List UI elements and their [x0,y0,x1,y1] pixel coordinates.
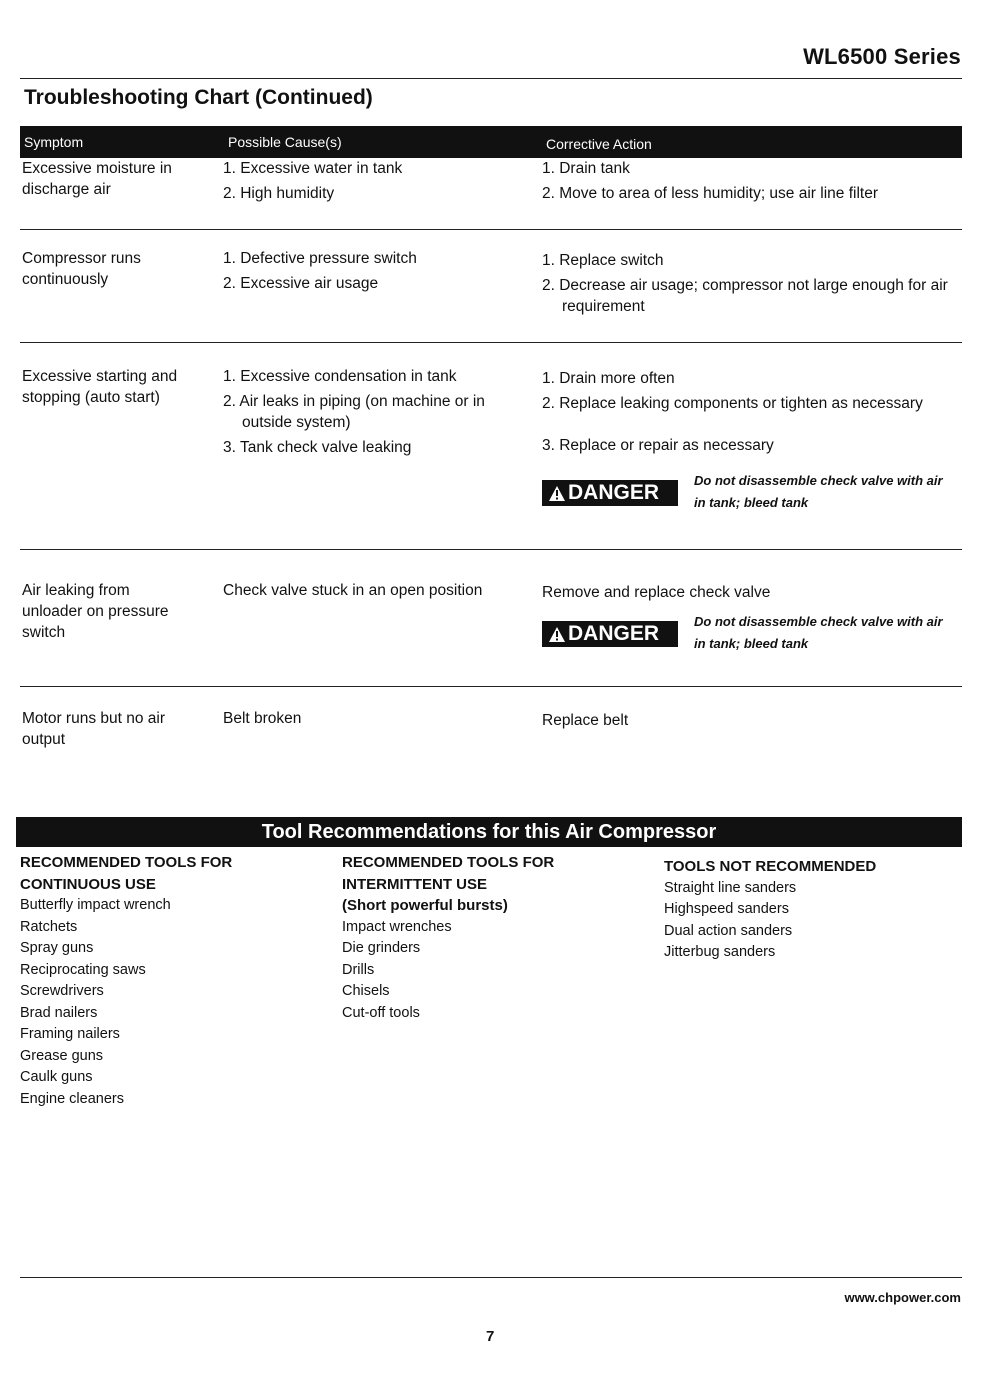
causes-cell [223,248,523,294]
action-item: 3. Replace or repair as necessary [542,437,774,454]
not-recommended-tools-column [664,856,876,964]
causes-cell [223,708,523,729]
row-divider [20,686,962,687]
intermittent-tools-heading: RECOMMENDED TOOLS FOR INTERMITTENT USE [342,854,555,893]
column-header-action: Corrective Action [546,136,652,152]
tool-list-item: Straight line sanders [664,879,797,896]
tool-list-item: Die grinders [342,940,421,956]
action-item: 1. Drain more often [542,370,675,387]
row-divider [20,342,962,343]
danger-label: DANGER [568,481,660,504]
tool-list-item: Grease guns [20,1047,104,1064]
symptom-cell: Compressor runs continuously [22,250,141,288]
cause-item: 2. High humidity [223,185,335,202]
footer-url: www.chpower.com [844,1290,961,1305]
banner-title: Tool Recommendations for this Air Compressor [261,821,717,843]
tool-list-item: Dual action sanders [664,922,793,939]
danger-notice [542,614,962,659]
tool-list-item: Impact wrenches [342,918,452,935]
actions-cell [542,708,962,731]
tool-list-item: Caulk guns [20,1069,93,1085]
cause-item: 2. Air leaks in piping (on machine or in outside system) [223,393,485,431]
causes-cell [223,366,523,458]
actions-cell [542,580,962,659]
action-item: 1. Drain tank [542,160,630,177]
header-rule [20,78,962,79]
warning-triangle-icon [548,626,566,643]
column-header-symptom: Symptom [24,134,84,150]
continuous-tools-column [20,852,260,1110]
tool-list-item: Highspeed sanders [664,901,789,917]
danger-badge [542,621,678,647]
cause-item: Belt broken [223,710,302,727]
actions-cell [542,366,962,518]
symptom-cell: Motor runs but no air output [22,710,166,748]
tool-list-item: Drills [342,961,375,978]
danger-badge [542,480,678,506]
cause-item: 2. Excessive air usage [223,275,379,292]
action-item: 2. Move to area of less humidity; use air line filter [542,185,878,202]
section-title: Troubleshooting Chart (Continued) [24,86,373,109]
tool-list-item: Brad nailers [20,1004,98,1021]
symptom-cell: Excessive starting and stopping (auto start) [22,368,178,406]
table-header [20,126,962,158]
actions-cell [542,158,962,204]
tool-list-item: Cut-off tools [342,1004,420,1021]
intermittent-tools-column [342,852,582,1024]
causes-cell [223,158,523,204]
tool-list-item: Jitterbug sanders [664,944,776,960]
tool-list-item: Engine cleaners [20,1090,124,1107]
tool-list-item: Chisels [342,983,390,999]
row-divider [20,229,962,230]
danger-label: DANGER [568,622,660,645]
series-title: WL6500 Series [803,44,961,69]
actions-cell [542,248,962,317]
action-item: Remove and replace check valve [542,584,771,601]
danger-text: Do not disassemble check valve with air in tank; bleed tank [694,473,943,510]
continuous-tools-heading: RECOMMENDED TOOLS FOR CONTINUOUS USE [20,854,233,893]
tool-list-item: Spray guns [20,940,94,956]
tool-list-item: Reciprocating saws [20,961,146,978]
tool-list-item: Screwdrivers [20,983,104,999]
cause-item: 1. Excessive water in tank [223,160,403,177]
intermittent-tools-subheading: (Short powerful bursts) [342,897,508,914]
danger-text: Do not disassemble check valve with air in tank; bleed tank [694,614,943,651]
symptom-cell: Excessive moisture in discharge air [22,160,172,198]
tool-recommendations-banner [16,817,962,847]
tool-list-item: Butterfly impact wrench [20,897,171,913]
cause-item: Check valve stuck in an open position [223,582,483,599]
action-item: 1. Replace switch [542,252,664,269]
tool-list-item: Framing nailers [20,1026,120,1042]
action-item: Replace belt [542,712,629,729]
tool-list-item: Ratchets [20,918,78,935]
not-recommended-heading: TOOLS NOT RECOMMENDED [664,858,877,875]
row-divider [20,549,962,550]
cause-item: 3. Tank check valve leaking [223,439,412,456]
page-number: 7 [486,1328,495,1345]
symptom-cell: Air leaking from unloader on pressure switch [22,582,169,641]
footer-rule [20,1277,962,1278]
warning-triangle-icon [548,485,566,502]
causes-cell [223,580,523,601]
action-item: 2. Replace leaking components or tighten as necessary [542,395,923,412]
action-item: 2. Decrease air usage; compressor not large enough for air requirement [542,277,948,315]
danger-notice [542,473,962,518]
column-header-causes: Possible Cause(s) [228,134,342,150]
cause-item: 1. Excessive condensation in tank [223,368,457,385]
cause-item: 1. Defective pressure switch [223,250,417,267]
